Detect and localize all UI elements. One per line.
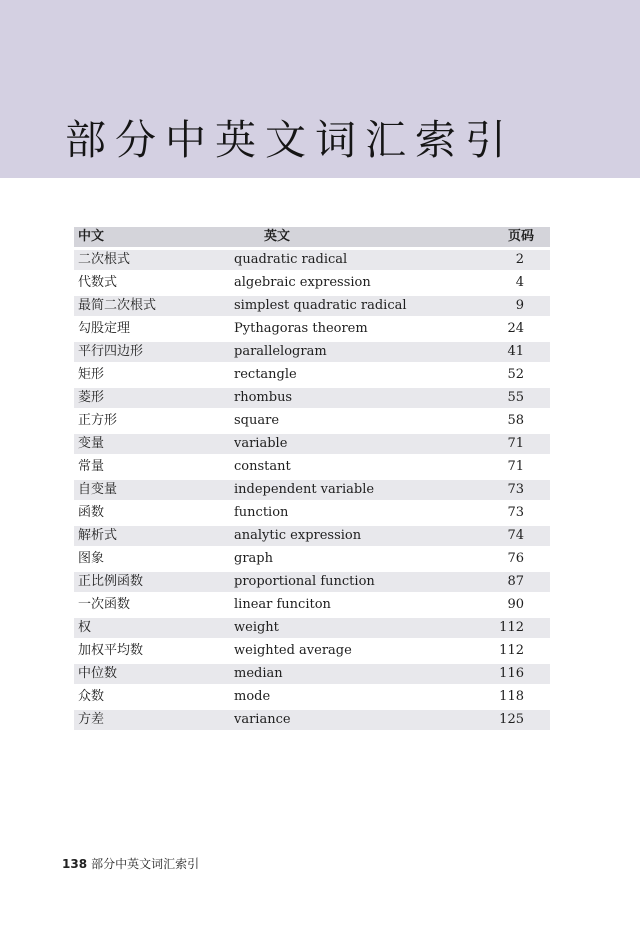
table-header-row bbox=[74, 227, 550, 247]
english-term: parallelogram bbox=[234, 339, 474, 362]
table-row bbox=[74, 385, 550, 408]
english-term: weight bbox=[234, 615, 474, 638]
chinese-term: 图象 bbox=[74, 546, 234, 569]
table-row bbox=[74, 500, 550, 523]
table-row bbox=[74, 454, 550, 477]
english-term: linear funciton bbox=[234, 592, 474, 615]
english-term: quadratic radical bbox=[234, 247, 474, 270]
english-term: square bbox=[234, 408, 474, 431]
english-term: proportional function bbox=[234, 569, 474, 592]
table-row bbox=[74, 477, 550, 500]
chinese-term: 加权平均数 bbox=[74, 638, 234, 661]
table-row bbox=[74, 684, 550, 707]
chinese-term: 矩形 bbox=[74, 362, 234, 385]
chinese-term: 勾股定理 bbox=[74, 316, 234, 339]
table-row bbox=[74, 316, 550, 339]
table-row bbox=[74, 707, 550, 730]
table-row bbox=[74, 523, 550, 546]
english-term: rectangle bbox=[234, 362, 474, 385]
chinese-term: 正比例函数 bbox=[74, 569, 234, 592]
table-row bbox=[74, 270, 550, 293]
english-term: constant bbox=[234, 454, 474, 477]
chinese-term: 常量 bbox=[74, 454, 234, 477]
english-term: independent variable bbox=[234, 477, 474, 500]
table-row bbox=[74, 569, 550, 592]
page-reference: 112 bbox=[474, 638, 550, 661]
page-reference: 90 bbox=[474, 592, 550, 615]
page-reference: 116 bbox=[474, 661, 550, 684]
chinese-term: 方差 bbox=[74, 707, 234, 730]
english-term: mode bbox=[234, 684, 474, 707]
page-reference: 125 bbox=[474, 707, 550, 730]
footer-section-title: 部分中英文词汇索引 bbox=[91, 857, 200, 871]
chinese-term: 解析式 bbox=[74, 523, 234, 546]
table-row bbox=[74, 247, 550, 270]
page-reference: 74 bbox=[474, 523, 550, 546]
english-term: variable bbox=[234, 431, 474, 454]
chinese-term: 函数 bbox=[74, 500, 234, 523]
page-reference: 118 bbox=[474, 684, 550, 707]
page-reference: 4 bbox=[474, 270, 550, 293]
page-reference: 73 bbox=[474, 477, 550, 500]
table-row bbox=[74, 293, 550, 316]
page-reference: 2 bbox=[474, 247, 550, 270]
column-header-page: 页码 bbox=[507, 229, 534, 244]
chinese-term: 平行四边形 bbox=[74, 339, 234, 362]
page-reference: 76 bbox=[474, 546, 550, 569]
page-reference: 73 bbox=[474, 500, 550, 523]
table-row bbox=[74, 431, 550, 454]
table-row bbox=[74, 615, 550, 638]
english-term: analytic expression bbox=[234, 523, 474, 546]
page-number: 138 bbox=[62, 857, 88, 871]
table-row bbox=[74, 592, 550, 615]
page-footer bbox=[62, 856, 199, 872]
vocabulary-index-table bbox=[74, 227, 550, 730]
chinese-term: 菱形 bbox=[74, 385, 234, 408]
page-reference: 52 bbox=[474, 362, 550, 385]
english-term: function bbox=[234, 500, 474, 523]
english-term: graph bbox=[234, 546, 474, 569]
page-reference: 24 bbox=[474, 316, 550, 339]
english-term: Pythagoras theorem bbox=[234, 316, 474, 339]
page-reference: 71 bbox=[474, 431, 550, 454]
english-term: simplest quadratic radical bbox=[234, 293, 474, 316]
page-title: 部分中英文词汇索引 bbox=[65, 116, 515, 164]
english-term: median bbox=[234, 661, 474, 684]
chinese-term: 中位数 bbox=[74, 661, 234, 684]
chinese-term: 自变量 bbox=[74, 477, 234, 500]
page-reference: 55 bbox=[474, 385, 550, 408]
english-term: weighted average bbox=[234, 638, 474, 661]
chinese-term: 正方形 bbox=[74, 408, 234, 431]
table-row bbox=[74, 339, 550, 362]
table-row bbox=[74, 638, 550, 661]
page-reference: 87 bbox=[474, 569, 550, 592]
table-row bbox=[74, 408, 550, 431]
page-reference: 41 bbox=[474, 339, 550, 362]
chinese-term: 最简二次根式 bbox=[74, 293, 234, 316]
page-reference: 71 bbox=[474, 454, 550, 477]
column-header-english: 英文 bbox=[264, 229, 291, 244]
column-header-chinese: 中文 bbox=[78, 229, 105, 244]
page-reference: 9 bbox=[474, 293, 550, 316]
english-term: algebraic expression bbox=[234, 270, 474, 293]
chinese-term: 代数式 bbox=[74, 270, 234, 293]
chinese-term: 一次函数 bbox=[74, 592, 234, 615]
page-reference: 112 bbox=[474, 615, 550, 638]
english-term: rhombus bbox=[234, 385, 474, 408]
table-row bbox=[74, 661, 550, 684]
english-term: variance bbox=[234, 707, 474, 730]
chinese-term: 众数 bbox=[74, 684, 234, 707]
chinese-term: 二次根式 bbox=[74, 247, 234, 270]
page-reference: 58 bbox=[474, 408, 550, 431]
table-row bbox=[74, 362, 550, 385]
table-row bbox=[74, 546, 550, 569]
chinese-term: 变量 bbox=[74, 431, 234, 454]
chinese-term: 权 bbox=[74, 615, 234, 638]
